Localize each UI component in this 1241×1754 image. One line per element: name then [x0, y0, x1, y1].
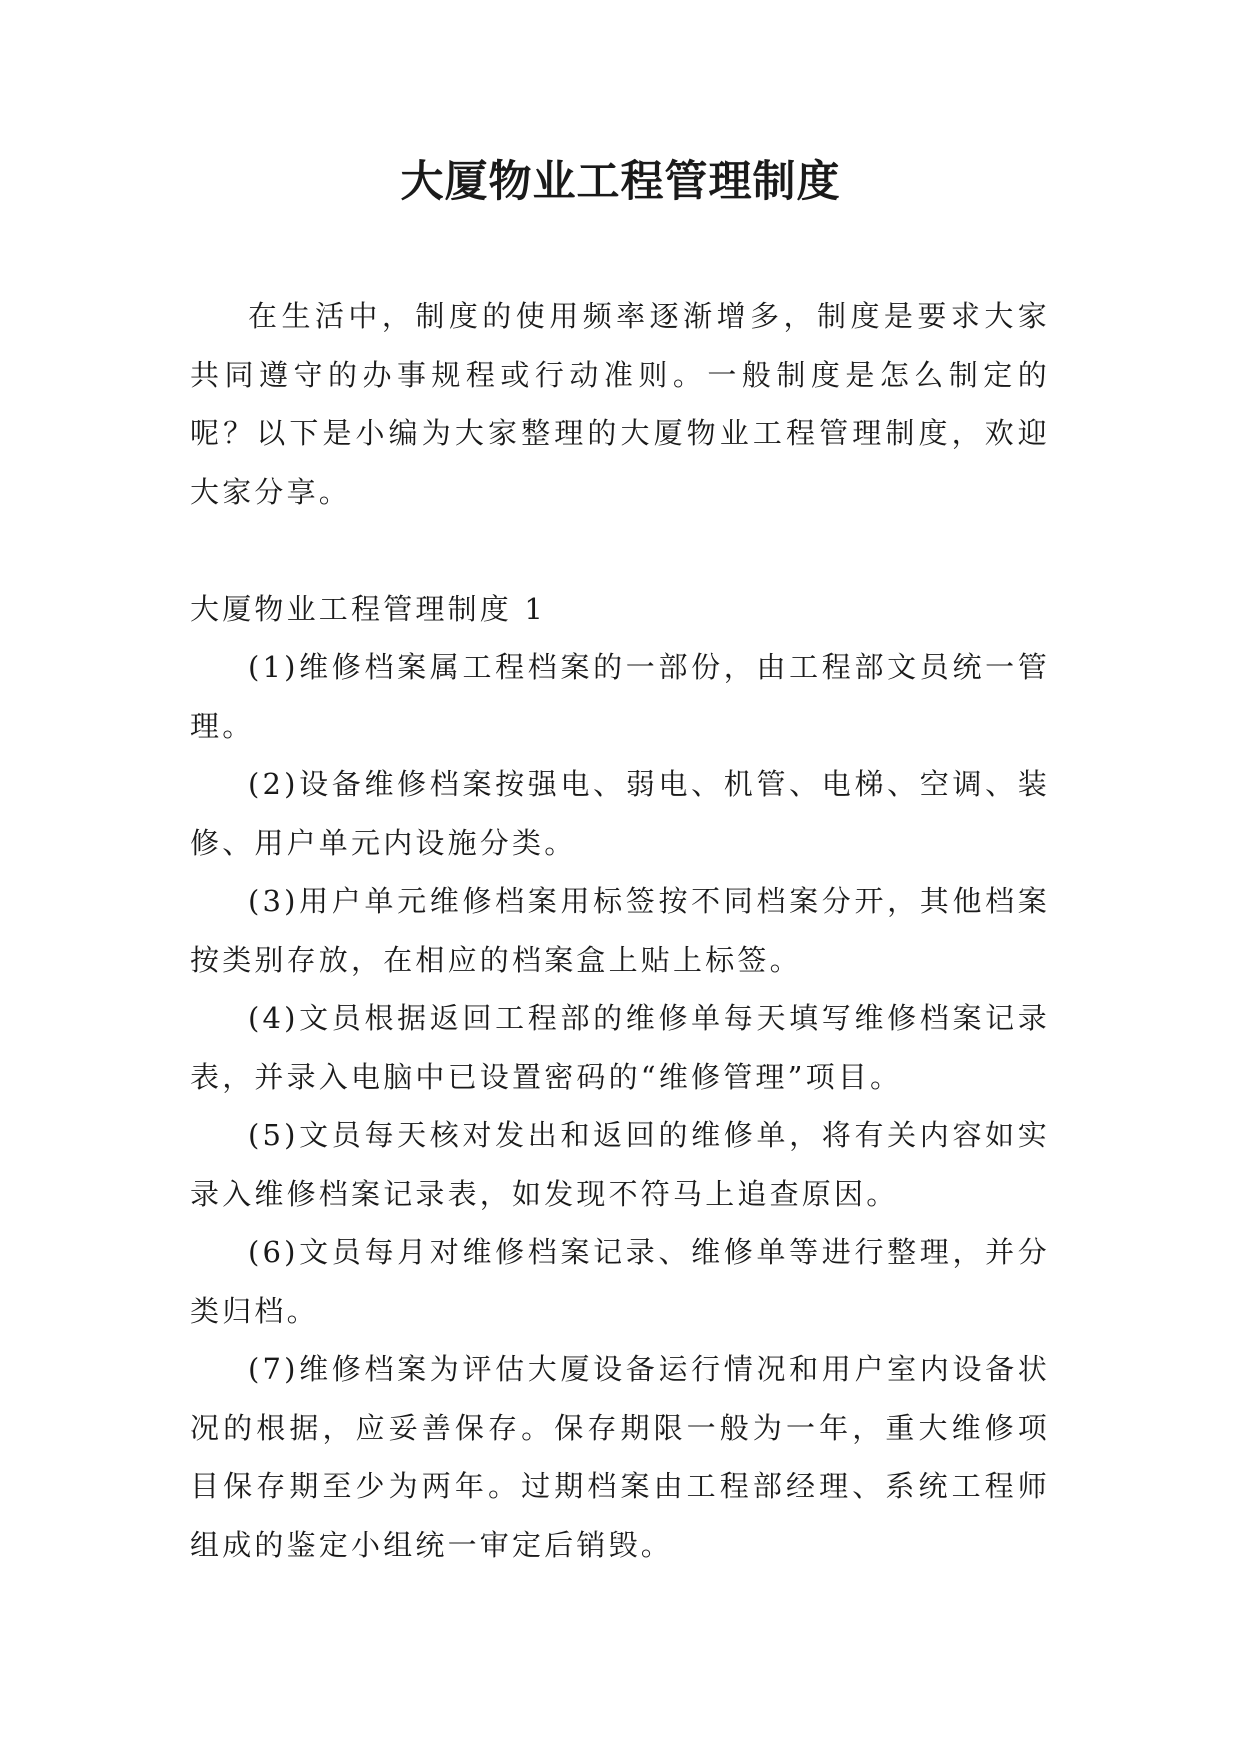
intro-paragraph: 在生活中，制度的使用频率逐渐增多，制度是要求大家共同遵守的办事规程或行动准则。一般制度是怎么制定的呢？以下是小编为大家整理的大厦物业工程管理制度，欢迎大家分享。: [190, 299, 1050, 509]
list-item: (7)维修档案为评估大厦设备运行情况和用户室内设备状况的根据，应妥善保存。保存期限一般为一年，重大维修项目保存期至少为两年。过期档案由工程部经理、系统工程师组成的鉴定小组统一审定后销毁。: [190, 1352, 1050, 1562]
document-body: [190, 287, 1050, 1574]
list-item: (6)文员每月对维修档案记录、维修单等进行整理，并分类归档。: [190, 1235, 1050, 1328]
section-heading: 大厦物业工程管理制度 1: [190, 591, 547, 626]
list-item: (4)文员根据返回工程部的维修单每天填写维修档案记录表，并录入电脑中已设置密码的“维修管理”项目。: [190, 1001, 1050, 1094]
list-item: (3)用户单元维修档案用标签按不同档案分开，其他档案按类别存放，在相应的档案盒上贴上标签。: [190, 884, 1050, 977]
list-item: (1)维修档案属工程档案的一部份，由工程部文员统一管理。: [190, 650, 1050, 743]
list-item: (5)文员每天核对发出和返回的维修单，将有关内容如实录入维修档案记录表，如发现不符马上追查原因。: [190, 1118, 1050, 1211]
document-title: 大厦物业工程管理制度: [400, 157, 841, 207]
list-item: (2)设备维修档案按强电、弱电、机管、电梯、空调、装修、用户单元内设施分类。: [190, 767, 1050, 860]
